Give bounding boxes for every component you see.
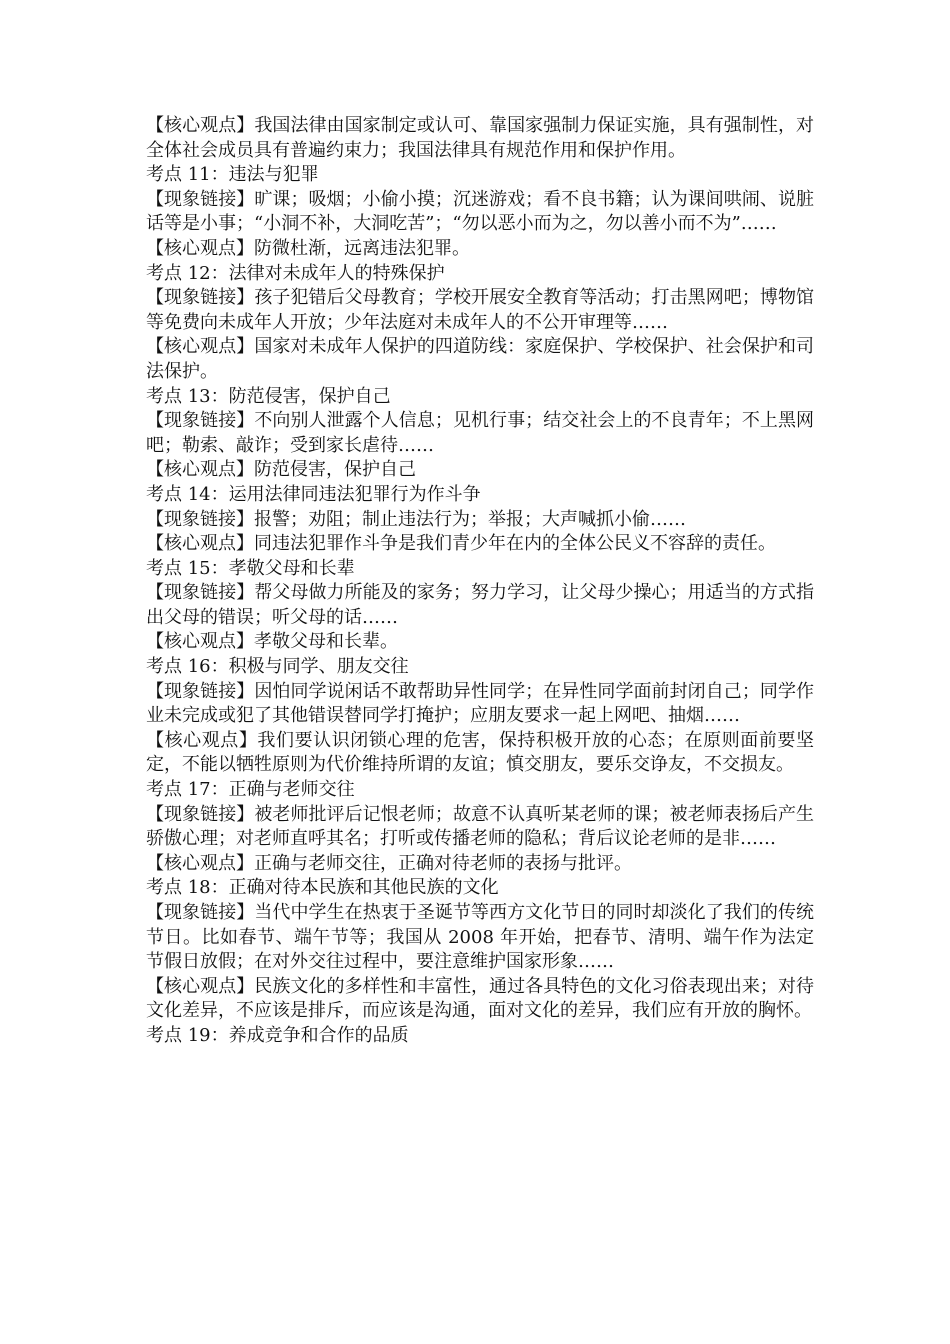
phenomenon-link-14: 【现象链接】报警；劝阻；制止违法行为；举报；大声喊抓小偷…… bbox=[146, 508, 686, 530]
core-viewpoint-12: 【核心观点】国家对未成年人保护的四道防线：家庭保护、学校保护、社会保护和司法保护。 bbox=[146, 336, 814, 382]
core-viewpoint-13: 【核心观点】防范侵害，保护自己 bbox=[146, 459, 416, 481]
topic-15-title: 考点 15：孝敬父母和长辈 bbox=[146, 557, 355, 579]
core-viewpoint-18: 【核心观点】民族文化的多样性和丰富性，通过各具特色的文化习俗表现出来；对待文化差异，不应该是排斥，而应该是沟通，面对文化的差异，我们应有开放的胸怀。 bbox=[146, 975, 814, 1022]
phenomenon-link-12: 【现象链接】孩子犯错后父母教育；学校开展安全教育等活动；打击黑网吧；博物馆等免费向未成年人开放；少年法庭对未成年人的不公开审理等…… bbox=[146, 287, 814, 333]
topic-18-title: 考点 18：正确对待本民族和其他民族的文化 bbox=[146, 877, 499, 899]
core-viewpoint-10: 【核心观点】我国法律由国家制定或认可、靠国家强制力保证实施，具有强制性，对全体社会成员具有普遍约束力；我国法律具有规范作用和保护作用。 bbox=[146, 115, 814, 161]
core-viewpoint-11: 【核心观点】防微杜渐，远离违法犯罪。 bbox=[146, 237, 470, 259]
topic-11-title: 考点 11：违法与犯罪 bbox=[146, 164, 319, 186]
topic-14-title: 考点 14：运用法律同违法犯罪行为作斗争 bbox=[146, 483, 481, 505]
core-viewpoint-17: 【核心观点】正确与老师交往，正确对待老师的表扬与批评。 bbox=[146, 852, 632, 874]
phenomenon-link-15: 【现象链接】帮父母做力所能及的家务；努力学习，让父母少操心；用适当的方式指出父母的错误；听父母的话…… bbox=[146, 582, 814, 628]
core-viewpoint-15: 【核心观点】孝敬父母和长辈。 bbox=[146, 631, 398, 653]
phenomenon-link-18: 【现象链接】当代中学生在热衷于圣诞节等西方文化节日的同时却淡化了我们的传统节日。比如春节、端午节等；我国从 2008 年开始，把春节、清明、端午作为法定节假日放假；在对外交往过程中，要注意维护国家形象…… bbox=[146, 902, 814, 973]
topic-16-title: 考点 16：积极与同学、朋友交往 bbox=[146, 656, 409, 678]
document-body bbox=[146, 114, 814, 1049]
phenomenon-link-11: 【现象链接】旷课；吸烟；小偷小摸；沉迷游戏；看不良书籍；认为课间哄闹、说脏话等是小事；“小洞不补，大洞吃苦”；“勿以恶小而为之，勿以善小而不为”…… bbox=[146, 188, 814, 235]
phenomenon-link-17: 【现象链接】被老师批评后记恨老师；故意不认真听某老师的课；被老师表扬后产生骄傲心理；对老师直呼其名；打听或传播老师的隐私；背后议论老师的是非…… bbox=[146, 803, 814, 850]
topic-17-title: 考点 17：正确与老师交往 bbox=[146, 779, 355, 801]
topic-19-title: 考点 19：养成竞争和合作的品质 bbox=[146, 1024, 409, 1046]
phenomenon-link-13: 【现象链接】不向别人泄露个人信息；见机行事；结交社会上的不良青年；不上黑网吧；勒索、敲诈；受到家长虐待…… bbox=[146, 410, 814, 456]
core-viewpoint-16: 【核心观点】我们要认识闭锁心理的危害，保持积极开放的心态；在原则面前要坚定，不能以牺牲原则为代价维持所谓的友谊；慎交朋友，要乐交诤友，不交损友。 bbox=[146, 729, 814, 776]
topic-13-title: 考点 13：防范侵害，保护自己 bbox=[146, 385, 391, 407]
core-viewpoint-14: 【核心观点】同违法犯罪作斗争是我们青少年在内的全体公民义不容辞的责任。 bbox=[146, 533, 776, 555]
topic-12-title: 考点 12：法律对未成年人的特殊保护 bbox=[146, 262, 445, 284]
phenomenon-link-16: 【现象链接】因怕同学说闲话不敢帮助异性同学；在异性同学面前封闭自己；同学作业未完成或犯了其他错误替同学打掩护；应朋友要求一起上网吧、抽烟…… bbox=[146, 680, 814, 727]
